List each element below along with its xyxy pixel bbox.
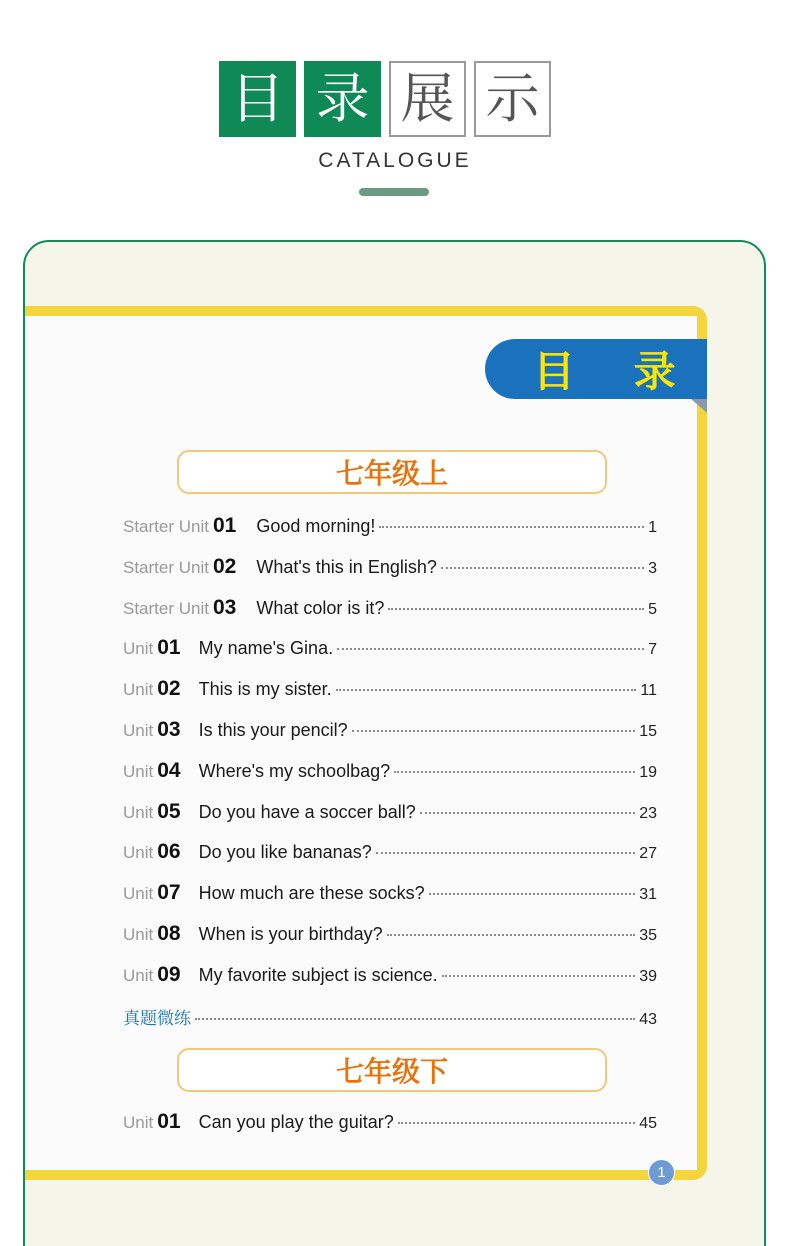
unit-number: 09 [157,962,181,986]
page-number: 15 [639,723,657,740]
unit-prefix: Starter Unit [123,557,209,577]
toc-row[interactable] [123,922,657,950]
page-number: 7 [648,641,657,659]
page-number: 19 [639,763,657,781]
leader-dots [429,893,636,895]
page-number: 27 [639,845,657,863]
toc-row[interactable] [123,800,657,828]
unit-prefix: Unit [123,680,154,700]
unit-prefix: Unit [123,721,154,740]
leader-dots [352,730,636,732]
toc-row[interactable] [123,555,657,583]
unit-title: Can you play the guitar? [198,1112,394,1132]
grade-heading: 七年级上 [177,450,607,494]
catalogue-header [0,0,790,230]
leader-dots [376,852,635,854]
unit-title: My favorite subject is science. [198,964,438,985]
toc-row[interactable] [123,840,657,868]
contents-tab [485,339,707,399]
title-char: 录 [304,61,381,137]
unit-prefix: Unit [123,802,154,822]
unit-title: Do you have a soccer ball? [198,801,416,822]
leader-dots [379,526,644,528]
unit-prefix: Unit [123,843,154,863]
leader-dots [398,1122,635,1124]
unit-title: Where's my schoolbag? [198,760,391,781]
toc-row[interactable] [123,963,657,991]
unit-prefix: Unit [123,965,154,985]
unit-number: 05 [157,799,181,823]
leader-dots [442,975,636,977]
page-number: 11 [640,682,657,700]
leader-dots [336,689,637,691]
leader-dots [195,1018,635,1020]
unit-title: Is this your pencil? [198,720,348,740]
page-number: 39 [639,967,657,985]
unit-prefix: Unit [123,761,154,781]
unit-number: 03 [212,595,237,619]
leader-dots [420,812,635,814]
unit-number: 04 [157,758,181,782]
unit-number: 02 [157,677,181,701]
title-char: 目 [219,61,296,137]
title-char: 展 [389,61,466,137]
unit-number: 03 [157,718,181,741]
unit-title: This is my sister. [198,679,332,700]
unit-prefix: Unit [123,1113,154,1132]
toc-row[interactable] [123,718,657,746]
unit-title: What's this in English? [256,556,437,577]
page-number: 1 [648,519,657,536]
decorative-divider [359,188,429,196]
unit-number: 06 [157,840,181,864]
unit-title: When is your birthday? [198,924,383,944]
toc-row[interactable] [123,881,657,909]
page-number: 3 [648,559,657,577]
page-number: 43 [639,1011,657,1028]
title-chars [219,61,551,137]
leader-dots [387,934,636,936]
grade-heading: 七年级下 [177,1048,607,1092]
page-number: 5 [648,600,657,618]
book-preview-frame [23,240,766,1246]
page-number: 31 [639,886,657,904]
unit-number: 01 [157,636,181,660]
unit-prefix: Unit [123,925,154,944]
unit-title: How much are these socks? [198,883,425,904]
unit-title: Good morning! [256,516,376,536]
unit-title: What color is it? [256,597,385,618]
leader-dots [337,648,644,650]
practice-label: 真题微练 [123,1009,191,1029]
unit-number: 01 [157,1110,181,1133]
unit-number: 02 [212,554,237,578]
toc-row[interactable] [123,514,657,542]
unit-title: Do you like bananas? [198,842,372,863]
leader-dots [388,608,644,610]
unit-number: 01 [212,514,237,537]
subtitle: CATALOGUE [318,149,472,172]
toc-row[interactable] [123,596,657,624]
contents-tab-label: 目 录 [533,347,698,396]
unit-number: 08 [157,922,181,945]
unit-title: My name's Gina. [198,638,334,659]
page-number-badge: 1 [648,1159,675,1186]
unit-prefix: Unit [123,884,154,904]
page-number: 23 [639,804,657,822]
toc-row[interactable] [123,677,657,705]
unit-prefix: Starter Unit [123,517,209,536]
unit-prefix: Unit [123,639,154,659]
toc-row[interactable] [123,759,657,787]
toc-row[interactable] [123,636,657,664]
leader-dots [441,567,644,569]
toc-row-practice[interactable] [123,1004,657,1032]
unit-number: 07 [157,881,181,905]
tab-fold [691,399,707,413]
leader-dots [394,771,635,773]
title-char: 示 [474,61,551,137]
page-number: 45 [639,1115,657,1132]
unit-prefix: Starter Unit [123,598,209,618]
page-number: 35 [639,927,657,944]
toc-row[interactable] [123,1110,657,1138]
